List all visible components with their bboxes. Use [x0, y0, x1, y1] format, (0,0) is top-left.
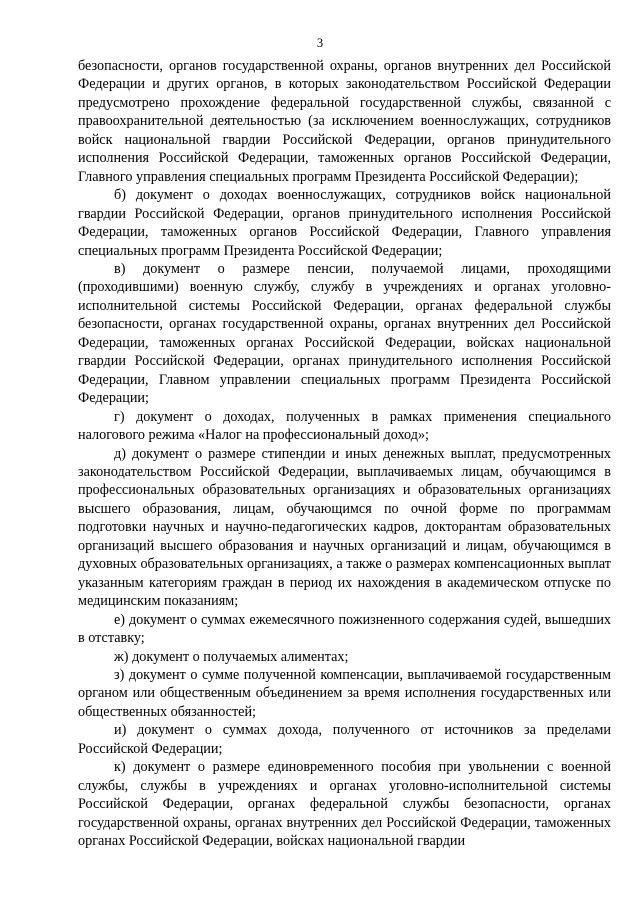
paragraph-item-k: к) документ о размере единовременного пособия при увольнении с военной службы, службы в учреждениях и органах уголовно-исполнительной системы Российской Федерации, органах федеральной службы безопасности, органах государственной охраны, органах внутренних дел Российской Федерации, таможенных органах Российской Федерации, войсках национальной гвардии	[78, 759, 611, 850]
paragraph-item-g: г) документ о доходах, полученных в рамках применения специального налогового режима «Налог на профессиональный доход»;	[78, 408, 611, 444]
paragraph-item-v: в) документ о размере пенсии, получаемой лицами, проходящими (проходившими) военную службу, службу в учреждениях и органах уголовно-исполнительной системы Российской Федерации, органах федеральной службы безопасности, органах государственной охраны, органах внутренних дел Российской Федерации, таможенных органах Российской Федерации, войсках национальной гвардии Российской Федерации, органах принудительного исполнения Российской Федерации, Главном управлении специальных программ Президента Российской Федерации;	[78, 260, 611, 407]
paragraph-item-e: е) документ о суммах ежемесячного пожизненного содержания судей, вышедших в отставку;	[78, 611, 611, 647]
paragraph-item-d: д) документ о размере стипендии и иных денежных выплат, предусмотренных законодательством Российской Федерации, выплачиваемых лицам, обучающимся в профессиональных образовательных организациях и образовательных организациях высшего образования, лицам, обучающимся по очной форме по программам подготовки научных и научно-педагогических кадров, докторантам образовательных организаций высшего образования и научных организаций и лицам, обучающимся в духовных образовательных организациях, а также о размерах компенсационных выплат указанным категориям граждан в период их нахождения в академическом отпуске по медицинским показаниям;	[78, 445, 611, 610]
document-body	[78, 57, 611, 850]
paragraph-item-i: и) документ о суммах дохода, полученного от источников за пределами Российской Федерации;	[78, 722, 611, 757]
paragraph-item-z: з) документ о сумме полученной компенсации, выплачиваемой государственным органом или общественным объединением за время исполнения государственных или общественных обязанностей;	[78, 666, 611, 720]
page-number: 3	[316, 36, 324, 50]
paragraph-item-zh: ж) документ о получаемых алиментах;	[114, 648, 349, 665]
paragraph-continuation: безопасности, органов государственной охраны, органов внутренних дел Российской Федерации и других органов, в которых законодательством Российской Федерации предусмотрено прохождение федеральной государственной службы, связанной с правоохранительной деятельностью (за исключением военнослужащих, сотрудников войск национальной гвардии Российской Федерации, органов принудительного исполнения Российской Федерации, таможенных органов Российской Федерации, Главного управления специальных программ Президента Российской Федерации);	[78, 58, 611, 185]
paragraph-item-b: б) документ о доходах военнослужащих, сотрудников войск национальной гвардии Российской Федерации, органов принудительного исполнения Российской Федерации, таможенных органов Российской Федерации, Главного управления специальных программ Президента Российской Федерации;	[78, 187, 611, 259]
